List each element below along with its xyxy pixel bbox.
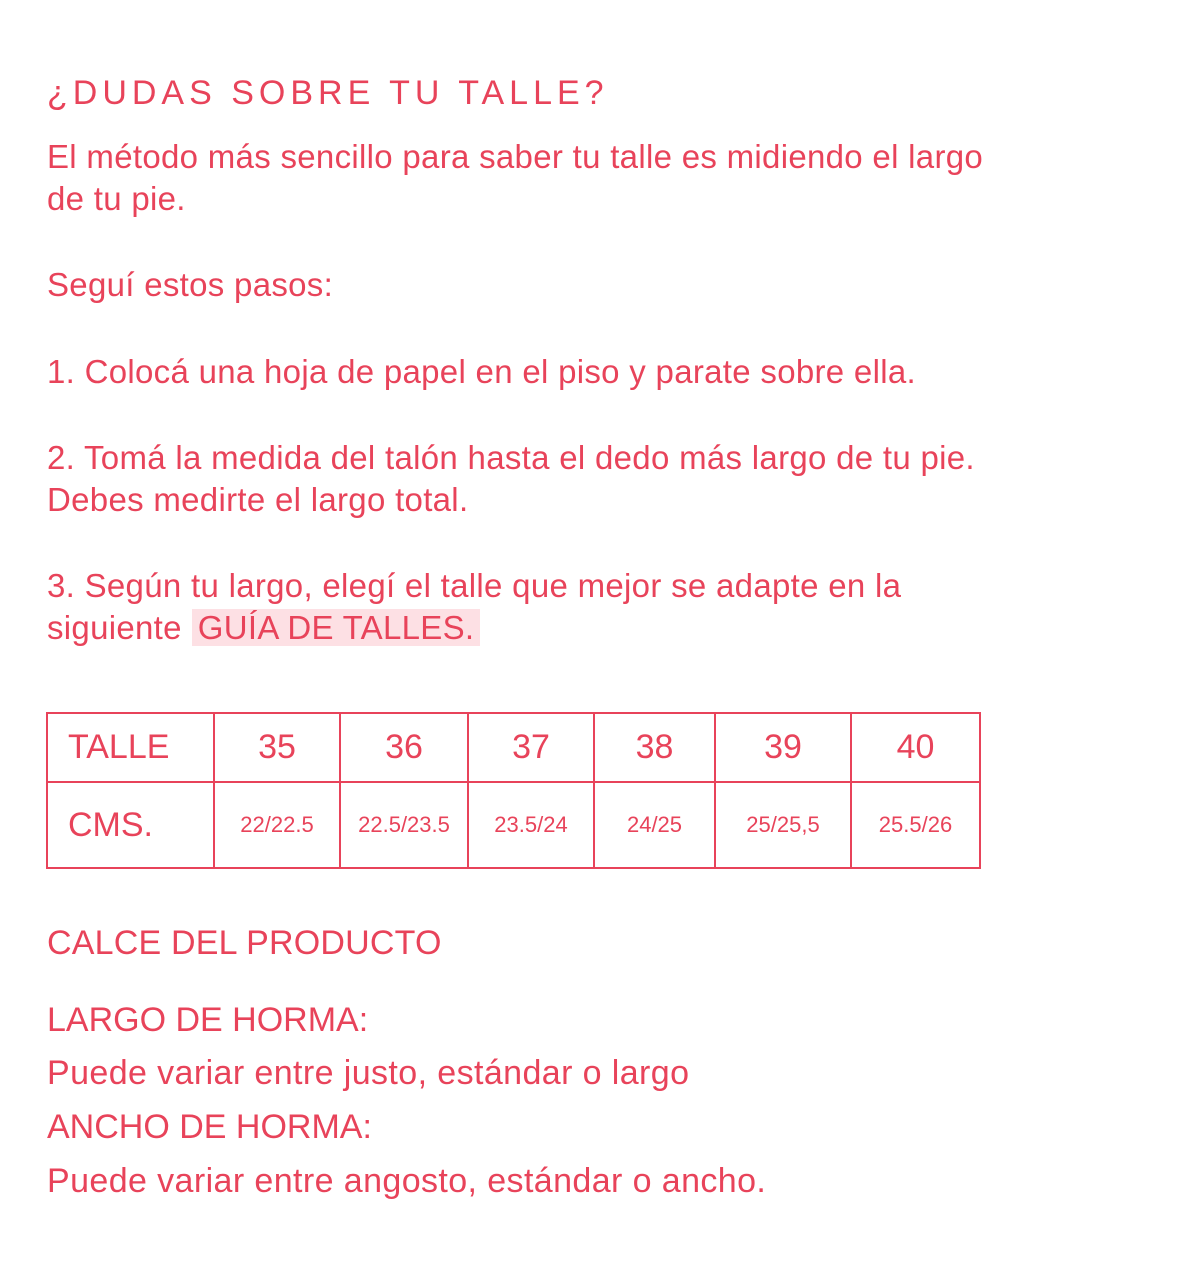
fit-section-title: CALCE DEL PRODUCTO [47, 924, 442, 962]
cms-row [47, 782, 980, 868]
size-row [47, 713, 980, 782]
step-2-line-2: Debes medirte el largo total. [47, 481, 469, 518]
cms-cell: 25.5/26 [851, 782, 980, 868]
size-cell: 38 [594, 713, 715, 782]
step-2 [47, 437, 975, 521]
cms-cell: 22/22.5 [214, 782, 340, 868]
cms-cell: 24/25 [594, 782, 715, 868]
step-2-line-1: 2. Tomá la medida del talón hasta el dedo más largo de tu pie. [47, 439, 975, 476]
cms-cell: 23.5/24 [468, 782, 594, 868]
intro-line-1: El método más sencillo para saber tu talle es midiendo el largo [47, 138, 984, 175]
size-cell: 39 [715, 713, 851, 782]
size-cell: 40 [851, 713, 980, 782]
size-cell: 35 [214, 713, 340, 782]
size-table [46, 712, 981, 869]
step-1: 1. Colocá una hoja de papel en el piso y parate sobre ella. [47, 353, 916, 390]
width-label: ANCHO DE HORMA: [47, 1108, 372, 1146]
cms-cell: 22.5/23.5 [340, 782, 468, 868]
step-3 [47, 565, 901, 649]
length-label: LARGO DE HORMA: [47, 1001, 369, 1039]
size-header-cell: TALLE [47, 713, 214, 782]
length-text: Puede variar entre justo, estándar o largo [47, 1054, 690, 1092]
cms-header-cell: CMS. [47, 782, 214, 868]
intro-line-2: de tu pie. [47, 180, 186, 217]
intro-paragraph [47, 136, 983, 220]
size-cell: 37 [468, 713, 594, 782]
page-title: ¿DUDAS SOBRE TU TALLE? [47, 74, 609, 112]
width-text: Puede variar entre angosto, estándar o ancho. [47, 1162, 767, 1200]
size-cell: 36 [340, 713, 468, 782]
steps-intro: Seguí estos pasos: [47, 266, 334, 303]
step-3-prefix: siguiente [47, 609, 182, 646]
cms-cell: 25/25,5 [715, 782, 851, 868]
step-3-line-1: 3. Según tu largo, elegí el talle que mejor se adapte en la [47, 567, 902, 604]
step-3-line-2 [47, 607, 901, 649]
size-guide-link[interactable]: GUÍA DE TALLES. [192, 609, 481, 646]
